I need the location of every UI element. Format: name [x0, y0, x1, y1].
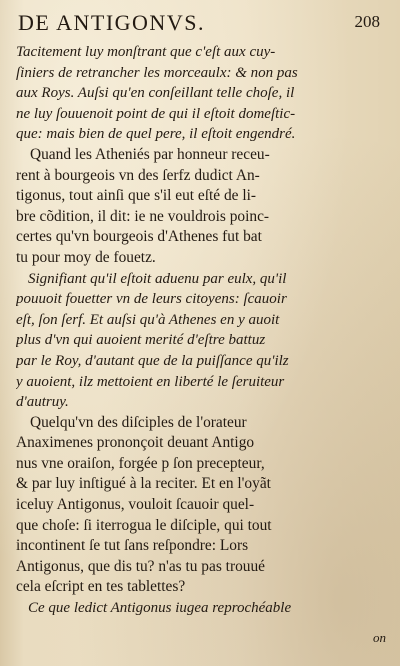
text-line: nus vne oraiſon, forgée p ſon precepteur, — [16, 454, 265, 472]
text-line: que choſe: ſi iterrogua le diſciple, qui tout — [16, 516, 272, 534]
text-line: bre cõdition, il dit: ie ne vouldrois poinc- — [16, 207, 270, 225]
roman-passage-1 — [16, 145, 382, 269]
text-line: d'autruy. — [16, 394, 69, 411]
running-head: DE ANTIGONVS. — [18, 10, 205, 35]
italic-passage-1 — [16, 42, 382, 145]
text-line: par le Roy, d'autant que de la puiſſance qu'ilz — [16, 352, 289, 369]
text-line: Tacitement luy monſtrant que c'eſt aux cuy- — [16, 44, 276, 60]
text-line: cela eſcript en tes tablettes? — [16, 578, 186, 596]
text-line: certes qu'vn bourgeois d'Athenes fut bat — [16, 228, 262, 246]
text-line: Ce que ledict Antigonus iugea reprochéable — [28, 600, 292, 617]
page-number: 208 — [354, 12, 380, 31]
text-line: plus d'vn qui auoient merité d'eſtre battuz — [16, 332, 266, 349]
text-block — [16, 42, 382, 619]
text-line: Quand les Atheniés par honneur receu- — [30, 145, 270, 163]
italic-passage-3 — [16, 598, 382, 619]
text-line: tigonus, tout ainſi que s'il eut eſté de li- — [16, 187, 257, 205]
italic-passage-2 — [16, 269, 382, 413]
text-line: rent à bourgeois vn des ſerfz dudict An- — [16, 166, 260, 184]
catchword: on — [373, 630, 386, 645]
text-line: eſt, ſon ſerf. Et auſsi qu'à Athenes en y auoit — [16, 311, 280, 328]
text-line: Signifiant qu'il eſtoit aduenu par eulx, qu'il — [28, 270, 287, 287]
text-line: Anaximenes prononçoit deuant Antigo — [16, 434, 255, 452]
text-line: & par luy inſtigué à la reciter. Et en l'oyãt — [16, 475, 271, 493]
text-line: Quelqu'vn des diſciples de l'orateur — [30, 413, 247, 431]
roman-passage-2 — [16, 413, 382, 598]
text-line: tu pour moy de fouetz. — [16, 248, 156, 266]
text-line: ne luy ſouuenoit point de qui il eſtoit domeſtic- — [16, 105, 296, 122]
page-header — [12, 8, 390, 42]
text-line: aux Roys. Auſsi qu'en conſeillant telle choſe, il — [16, 85, 295, 102]
text-line: pouuoit fouetter vn de leurs citoyens: ſcauoir — [16, 291, 287, 308]
text-line: Antigonus, que dis tu? n'as tu pas trouué — [16, 557, 265, 575]
text-line: que: mais bien de quel pere, il eſtoit engendré. — [16, 126, 296, 143]
text-line: ſiniers de retrancher les morceaulx: & non pas — [16, 64, 298, 81]
text-line: incontinent ſe tut ſans reſpondre: Lors — [16, 537, 249, 555]
text-line: iceluy Antigonus, vouloit ſcauoir quel- — [16, 496, 255, 514]
text-line: y auoient, ilz mettoient en liberté le ſeruiteur — [16, 373, 285, 390]
